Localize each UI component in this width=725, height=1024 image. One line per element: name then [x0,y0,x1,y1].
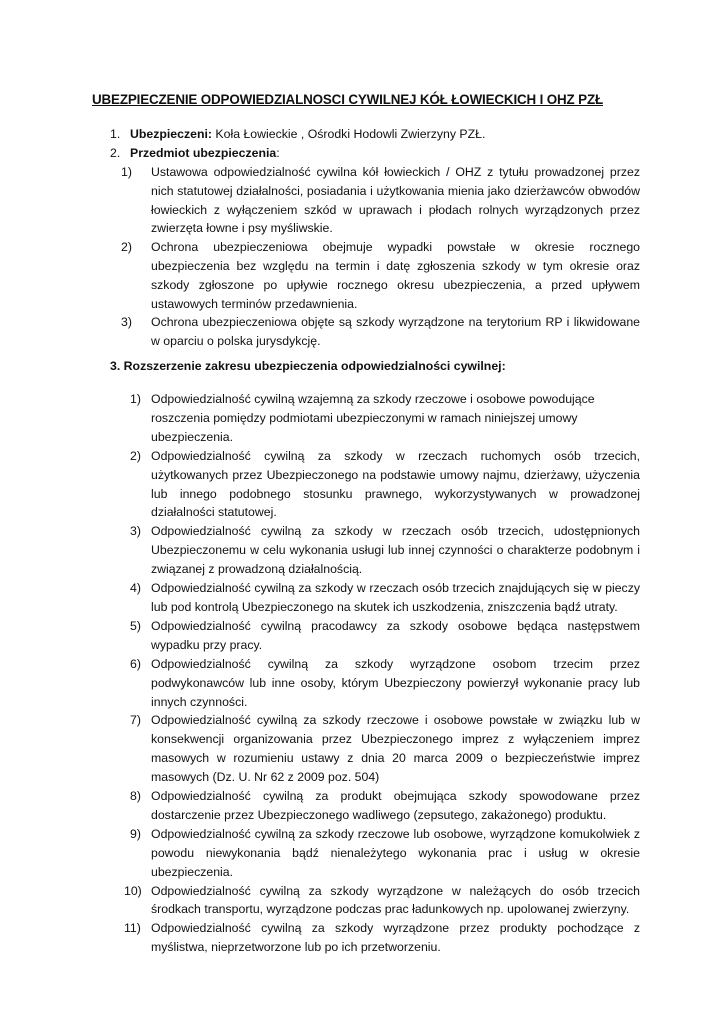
item-number: 5) [130,618,141,633]
item-text: Odpowiedzialność cywilną za produkt obejmująca szkody spowodowane przez dostarczenie przez Ubezpieczonego wadliwego (zepsutego, zakażonego) produktu. [151,789,640,822]
main-list [110,125,640,351]
section-1-insured [110,125,640,144]
list-item [130,617,640,655]
item-text: Odpowiedzialność cywilną za szkody wyrządzone osobom trzecim przez podwykonawców lub inne osoby, którym Ubezpieczony powierzył wykonanie pracy lub innych czynności. [151,656,640,709]
item-number: 4) [130,581,141,596]
section-text: Koła Łowieckie , Ośrodki Hodowli Zwierzyny PZŁ. [212,127,486,141]
item-text: Odpowiedzialność cywilną za szkody rzeczowe lub osobowe, wyrządzone komukolwiek z powodu niewykonania bądź nienależytego wykonania prac i usług w okresie ubezpieczenia. [151,826,640,879]
item-number: 10) [124,883,142,898]
list-item [130,655,640,712]
item-text: Odpowiedzialność cywilną za szkody wyrządzone przez produkty pochodzące z myślistwa, nieprzetworzone lub po ich przetworzeniu. [151,921,640,955]
item-text: Ustawowa odpowiedzialność cywilna kół łowieckich / OHZ z tytułu prowadzonej przez nich statutowej działalności, posiadania i użytkowania mienia jako dzierżawców obwodów łowieckich z wyłączeniem szkód w uprawach i płodach rolnych wyrządzonych przez zwierzęta łowne i psy myśliwskie. [151,165,640,236]
list-item [130,522,640,579]
item-text: Odpowiedzialność cywilną za szkody w rzeczach ruchomych osób trzecich, użytkowanych przez Ubezpieczonego na podstawie umowy najmu, dzierżawy, użyczenia lub innego podobnego stosunku prawnego, wykorzystywanych w prowadzonej działalności statutowej. [151,448,640,520]
item-number: 2) [121,240,132,255]
list-item [121,313,640,351]
item-text: Odpowiedzialność cywilną wzajemną za szkody rzeczowe i osobowe powodujące roszczenia pomiędzy podmiotami ubezpieczonymi w ramach niniejszej umowy ubezpieczenia. [151,392,595,444]
item-number: 2) [130,448,141,463]
section-3-items [124,390,640,957]
section-2-items [121,163,640,351]
section-number: 2. [110,146,121,160]
list-item [124,882,640,920]
item-number: 1) [130,392,141,406]
item-text: Ochrona ubezpieczeniowa objęte są szkody wyrządzone na terytorium RP i likwidowane w oparciu o polska jurysdykcję. [151,315,640,349]
section-number: 1. [110,127,121,141]
list-item [130,447,640,523]
section-2-subject [110,144,640,163]
list-item [121,238,640,313]
item-number: 9) [130,826,141,841]
section-3-heading: 3. Rozszerzenie zakresu ubezpieczenia odpowiedzialności cywilnej: [110,359,506,373]
item-text: Odpowiedzialność cywilną za szkody w rzeczach osób trzecich znajdujących się w pieczy lub pod kontrolą Ubezpieczonego na skutek ich uszkodzenia, zniszczenia bądź utraty. [151,581,640,614]
item-number: 7) [130,713,141,728]
item-number: 8) [130,789,141,804]
item-text: Odpowiedzialność cywilną za szkody w rzeczach osób trzecich, udostępnionych Ubezpieczonemu w celu wykonania usługi lub innej czynności o charakterze podobnym i związanej z prowadzoną działalnością. [151,524,640,577]
item-number: 11) [124,921,141,936]
list-item [130,390,640,447]
list-item [130,825,640,882]
list-item [130,787,640,825]
item-number: 3) [121,315,132,330]
section-label: Przedmiot ubezpieczenia [130,146,277,160]
section-label: Ubezpieczeni: [130,127,212,141]
list-item [124,919,640,957]
item-number: 3) [130,524,141,539]
document-title: UBEZPIECZENIE ODPOWIEDZIALNOSCI CYWILNEJ KÓŁ ŁOWIECKICH I OHZ PZŁ [92,92,604,107]
item-text: Ochrona ubezpieczeniowa obejmuje wypadki powstałe w okresie rocznego ubezpieczenia bez względu na termin i datę zgłoszenia szkody w tym okresie oraz szkody zgłoszone po upływie rocznego okresu ubezpieczenia, a przed upływem ustawowych terminów przedawnienia. [151,240,640,311]
list-item [121,163,640,238]
item-text: Odpowiedzialność cywilną za szkody wyrządzone w należących do osób trzecich środkach transportu, wyrządzone podczas prac ładunkowych np. upolowanej zwierzyny. [151,883,640,917]
item-text: Odpowiedzialność cywilną za szkody rzeczowe i osobowe powstałe w związku lub w konsekwencji organizowania przez Ubezpieczonego imprez z wyłączeniem imprez masowych w rozumieniu ustawy z dnia 20 marca 2009 o bezpieczeństwie imprez masowych (Dz. U. Nr 62 z 2009 poz. 504) [151,713,640,785]
list-item [130,579,640,617]
section-label-suffix: : [276,146,280,160]
list-item [130,711,640,787]
item-number: 1) [121,165,132,179]
item-number: 6) [130,656,141,671]
item-text: Odpowiedzialność cywilną pracodawcy za szkody osobowe będąca następstwem wypadku przy pracy. [151,618,640,652]
